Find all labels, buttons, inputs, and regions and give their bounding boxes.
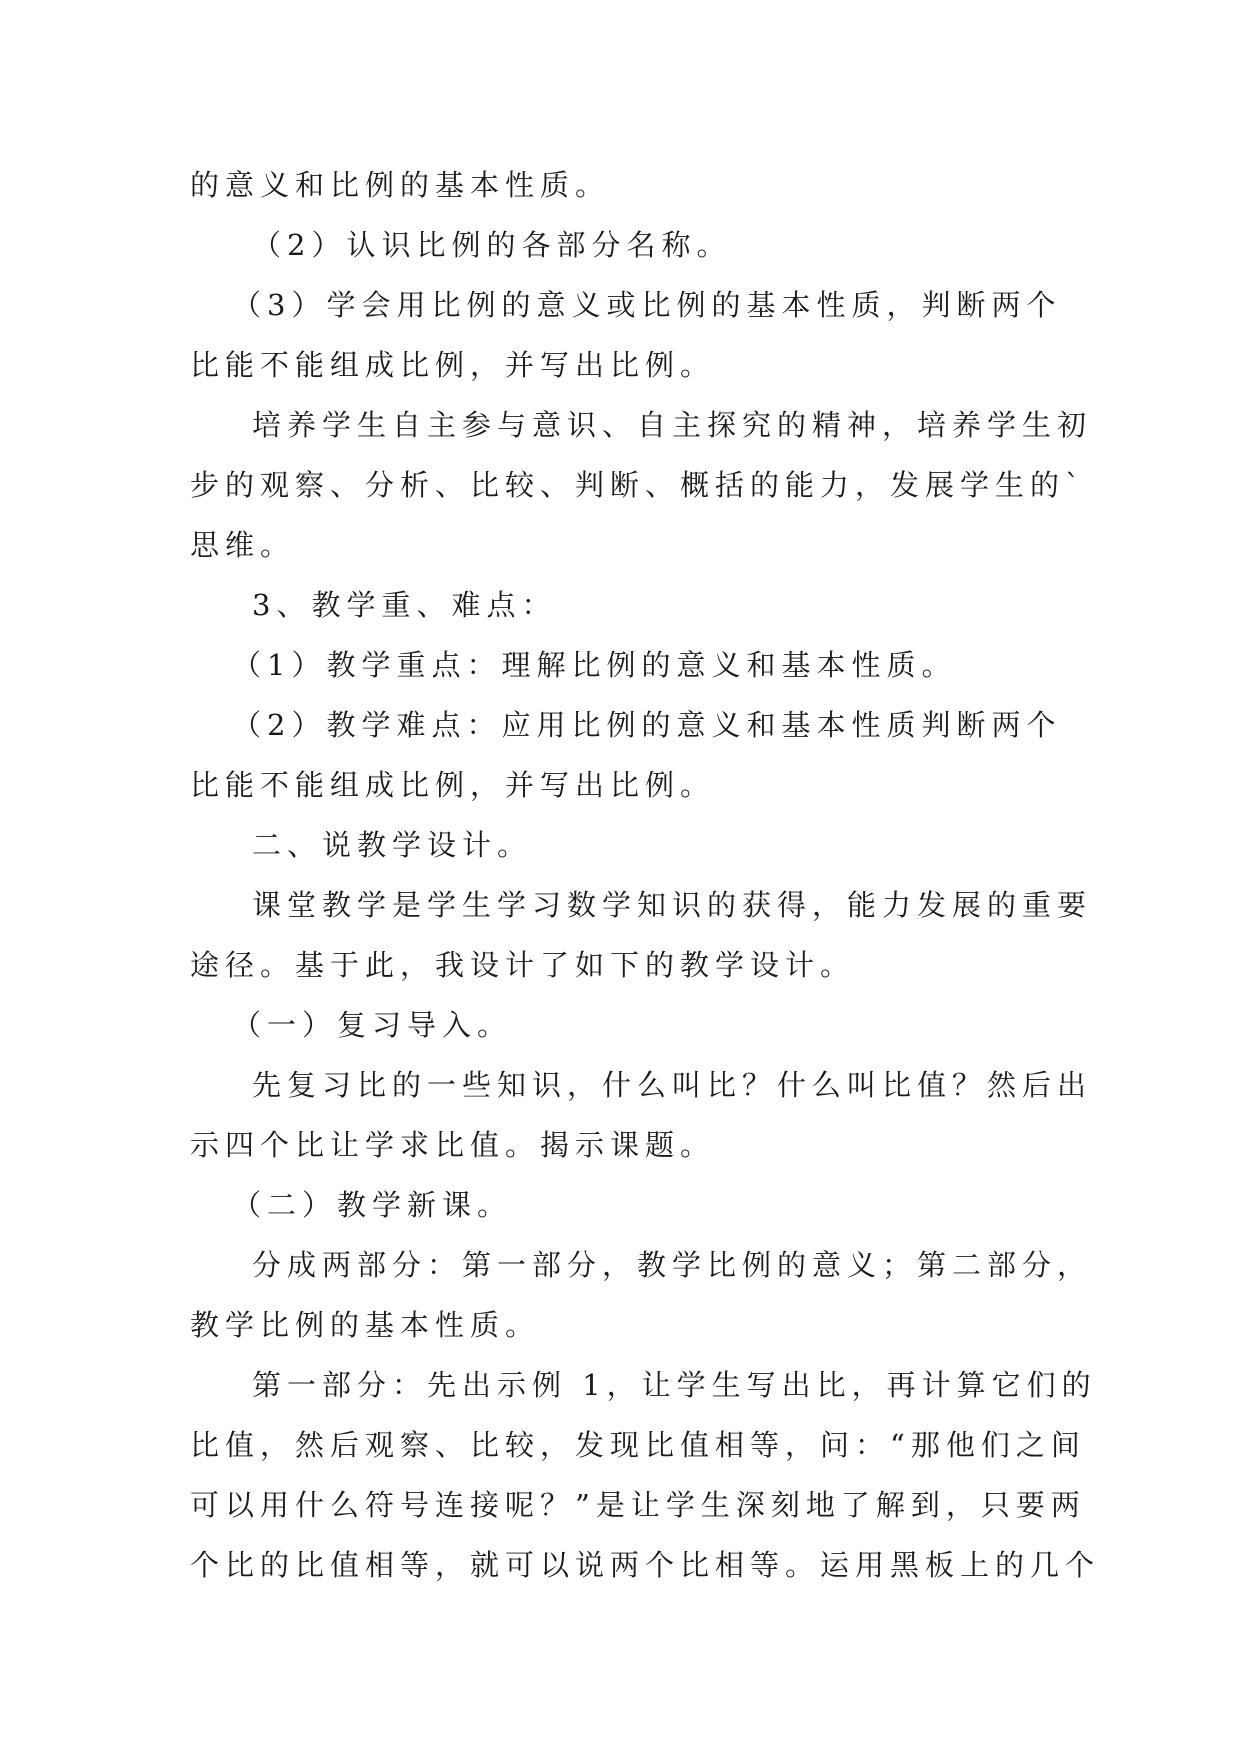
text-line: 的意义和比例的基本性质。 [190,168,611,202]
text-line: 比能不能组成比例，并写出比例。 [190,348,716,382]
text-line: （2）教学难点：应用比例的意义和基本性质判断两个 [232,708,1062,742]
text-line: 分成两部分：第一部分，教学比例的意义；第二部分， [252,1248,1093,1282]
text-line: （二）教学新课。 [232,1188,513,1222]
text-line: 先复习比的一些知识，什么叫比？什么叫比值？然后出 [252,1068,1093,1102]
text-line: 比值，然后观察、比较，发现比值相等，问：“那他们之间 [190,1428,1086,1462]
text-line: 比能不能组成比例，并写出比例。 [190,768,716,802]
text-line: （3）学会用比例的意义或比例的基本性质，判断两个 [232,288,1062,322]
text-line: （2）认识比例的各部分名称。 [252,228,732,262]
text-line: 可以用什么符号连接呢？”是让学生深刻地了解到，只要两 [190,1488,1086,1522]
text-line: 第一部分：先出示例 1，让学生写出比，再计算它们的 [252,1368,1097,1402]
text-line: 培养学生自主参与意识、自主探究的精神，培养学生初 [252,408,1093,442]
text-line: 二、说教学设计。 [252,828,533,862]
text-line: 途径。基于此，我设计了如下的教学设计。 [190,948,856,982]
text-line: 步的观察、分析、比较、判断、概括的能力，发展学生的` [190,468,1086,502]
text-line: （1）教学重点：理解比例的意义和基本性质。 [232,648,957,682]
text-line: 课堂教学是学生学习数学知识的获得，能力发展的重要 [252,888,1093,922]
text-line: 个比的比值相等，就可以说两个比相等。运用黑板上的几个 [190,1548,1101,1582]
text-line: （一）复习导入。 [232,1008,513,1042]
text-line: 思维。 [190,528,296,562]
document-body [190,155,1101,1595]
text-line: 3、教学重、难点： [252,588,557,622]
text-line: 教学比例的基本性质。 [190,1308,541,1342]
text-line: 示四个比让学求比值。揭示课题。 [190,1128,716,1162]
